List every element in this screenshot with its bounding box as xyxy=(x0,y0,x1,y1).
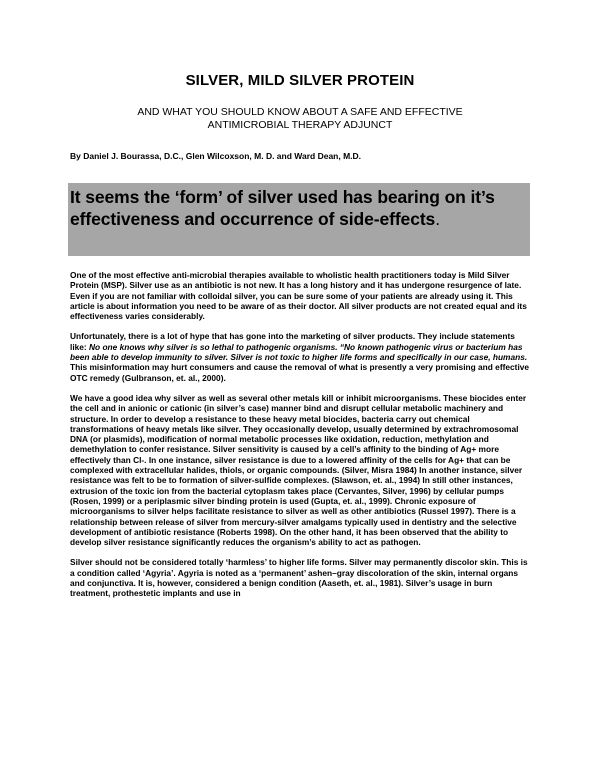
author-byline: By Daniel J. Bourassa, D.C., Glen Wilcoxson, M. D. and Ward Dean, M.D. xyxy=(70,151,362,161)
paragraph-2-quote: No one knows why silver is so lethal to pathogenic organisms. “No known pathogenic virus or bacterium has been able to develop immunity to silver. Silver is not toxic to higher life forms and specifically in our case, humans. xyxy=(70,341,528,363)
callout-period: . xyxy=(435,209,440,229)
paragraph-4: Silver should not be considered totally ‘harmless’ to higher life forms. Silver may permanently discolor skin. This is a condition called ‘Agyria’. Agyria is noted as a ‘permanent’ ashen–gray discoloration of the skin, internal organs and conjunctiva. It is, however, considered a benign condition (Aaseth, et. al., 1981). Silver’s usage in burn treatment, prothestetic implants and use in xyxy=(70,557,528,599)
paragraph-2 xyxy=(70,331,532,382)
subtitle xyxy=(0,106,600,132)
paragraph-2-intro: Unfortunately, there is a lot of hype that has gone into the marketing of silver products. They include statements like: xyxy=(70,331,515,352)
subtitle-line-1: AND WHAT YOU SHOULD KNOW ABOUT A SAFE AND EFFECTIVE xyxy=(137,106,463,118)
highlight-callout xyxy=(68,183,530,256)
callout-text: It seems the ‘form’ of silver used has bearing on it’s effectiveness and occurrence of side-effects xyxy=(70,187,495,229)
article-body xyxy=(70,270,532,609)
subtitle-line-2: ANTIMICROBIAL THERAPY ADJUNCT xyxy=(207,119,393,131)
paragraph-1: One of the most effective anti-microbial therapies available to wholistic health practitioners today is Mild Silver Protein (MSP). Silver use as an antibiotic is not new. It has a long history and it has undergone resurgence of late. Even if you are not familiar with colloidal silver, you can be sure some of your patients are already using it. This article is about information you need to be aware of as their doctor. All silver products are not created equal and its effectiveness varies considerably. xyxy=(70,270,527,322)
paragraph-3: We have a good idea why silver as well as several other metals kill or inhibit microorganisms. These biocides enter the cell and in anionic or cationic (in silver’s case) manner bind and disrupt cellular metabolic machinery and structure. In order to develop a resistance to these heavy metal biocides, bacteria carry out chemical transformations of heavy metals like silver. They occasionally develop, usually determined by extrachromosomal DNA (or plasmids), modification of normal metabolic processes like oxidation, reduction, methylation and demethylation to confer resistance. Silver sensitivity is caused by a cell’s affinity to the binding of Ag+ more effectively than Cl-. In one instance, silver resistance is due to a lowered affinity of the cells for Ag+ that can be complexed with extracellular halides, thiols, or organic compounds. (Silver, Misra 1984) In another instance, silver resistance was felt to be to formation of silver-sulfide complexes. (Slawson, et. al., 1994) In still other instances, extrusion of the toxic ion from the bacterial cytoplasm takes place (Cervantes, Silver, 1996) by cellular pumps (Rosen, 1999) or a periplasmic silver binding protein is used (Gupta, et. al., 1999). Chronic exposure of microorganisms to silver helps facilitate resistance to silver as well as other antibiotics (Russel 1997). There is a relationship between release of silver from mercury-silver amalgams typically used in dentistry and the selective development of antibiotic resistance (Roberts 1998). On the other hand, it has been observed that the ability to develop silver resistance significantly reduces the organism’s ability to act as pathogen. xyxy=(70,392,527,548)
page-title: SILVER, MILD SILVER PROTEIN xyxy=(185,72,415,89)
paragraph-2-end: This misinformation may hurt consumers and cause the removal of what is presently a very promising and effective OTC remedy (Gulbranson, et. al., 2000). xyxy=(70,362,530,383)
